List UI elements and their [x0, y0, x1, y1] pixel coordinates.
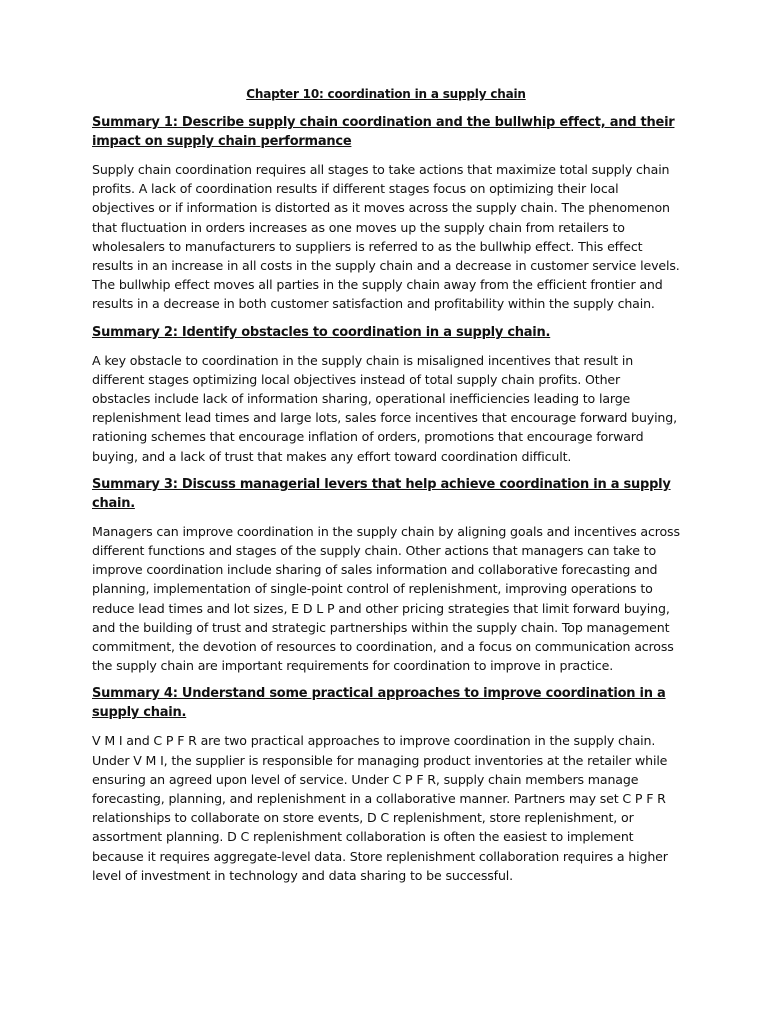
- summary-4-body: V M I and C P F R are two practical approaches to improve coordination in the supply chain. Under V M I, the supplier is responsible for managing product inventories at the retailer while ensuring an agreed upon level of service. Under C P F R, supply chain members manage forecasting, planning, and replenishment in a collaborative manner. Partners may set C P F R relationships to collaborate on store events, D C replenishment, store replenishment, or assortment planning. D C replenishment collaboration is often the easiest to implement because it requires aggregate-level data. Store replenishment collaboration requires a higher level of investment in technology and data sharing to be successful.: [92, 733, 668, 883]
- chapter-title: Chapter 10: coordination in a supply chain: [246, 87, 526, 101]
- summary-1-heading: Summary 1: Describe supply chain coordination and the bullwhip effect, and their impact on supply chain performance: [92, 115, 675, 149]
- summary-3-body: Managers can improve coordination in the supply chain by aligning goals and incentives across different functions and stages of the supply chain. Other actions that managers can take to improve coordination include sharing of sales information and collaborative forecasting and planning, implementation of single-point control of replenishment, improving operations to reduce lead times and lot sizes, E D L P and other pricing strategies that limit forward buying, and the building of trust and strategic partnerships within the supply chain. Top management commitment, the devotion of resources to coordination, and a focus on communication across the supply chain are important requirements for coordination to improve in practice.: [92, 523, 680, 674]
- summary-3-heading: Summary 3: Discuss managerial levers that help achieve coordination in a supply chain.: [92, 476, 671, 511]
- summary-2: [92, 323, 680, 466]
- summary-4-heading: Summary 4: Understand some practical approaches to improve coordination in a supply chain.: [92, 686, 666, 721]
- summary-1: [92, 113, 680, 314]
- summary-2-heading: Summary 2: Identify obstacles to coordination in a supply chain.: [92, 324, 551, 340]
- document-content: [92, 86, 680, 894]
- summary-2-body: A key obstacle to coordination in the supply chain is misaligned incentives that result in different stages optimizing local objectives instead of total supply chain profits. Other obstacles include lack of information sharing, operational inefficiencies leading to large replenishment lead times and large lots, sales force incentives that encourage forward buying, rationing schemes that encourage inflation of orders, promotions that encourage forward buying, and a lack of trust that makes any effort toward coordination difficult.: [92, 352, 677, 464]
- summary-1-body: Supply chain coordination requires all stages to take actions that maximize total supply chain profits. A lack of coordination results if different stages focus on optimizing their local objectives or if information is distorted as it moves across the supply chain. The phenomenon that fluctuation in orders increases as one moves up the supply chain from retailers to wholesalers to manufacturers to suppliers is referred to as the bullwhip effect. This effect results in an increase in all costs in the supply chain and a decrease in customer service levels. The bullwhip effect moves all parties in the supply chain away from the efficient frontier and results in a decrease in both customer satisfaction and profitability within the supply chain.: [92, 162, 680, 312]
- summary-3: [92, 475, 680, 676]
- summary-4: [92, 684, 680, 885]
